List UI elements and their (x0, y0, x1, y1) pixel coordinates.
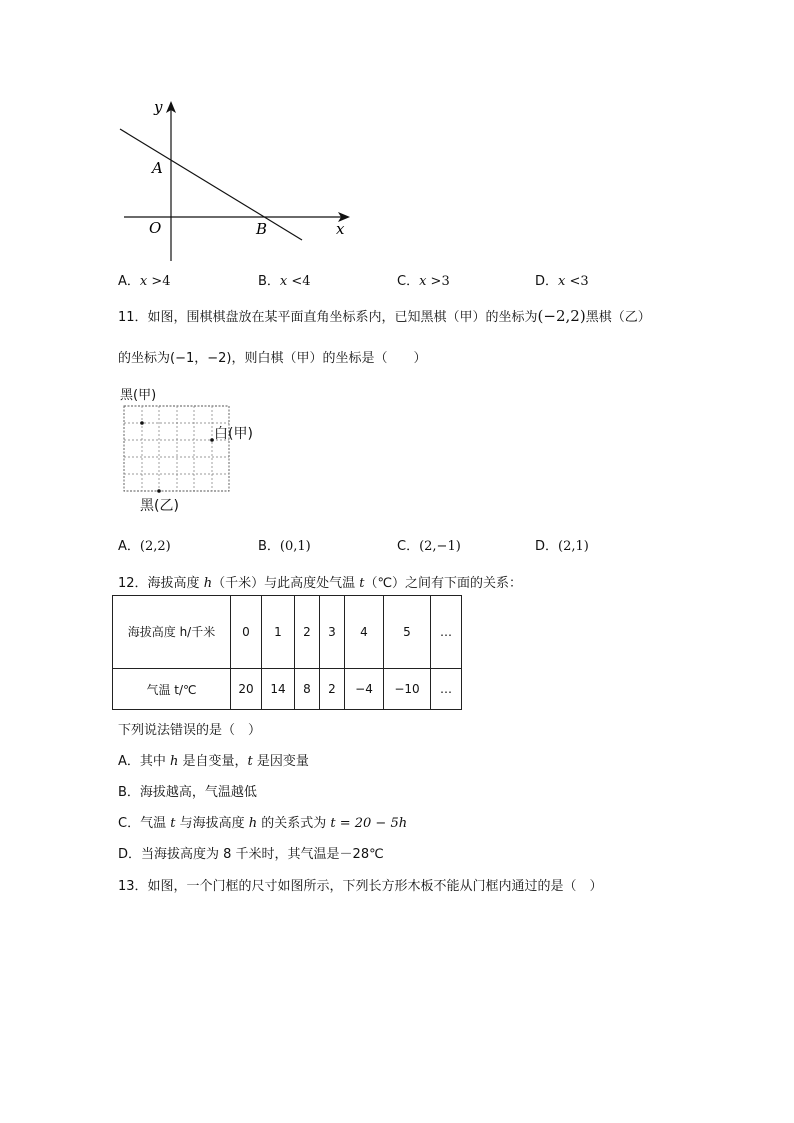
option-c-h: h (248, 816, 258, 831)
option-value: (2,−1) (419, 539, 461, 554)
q11-option-d[interactable] (535, 535, 589, 554)
option-letter: A． (118, 274, 140, 289)
row2-header: 气温 t/℃ (113, 669, 231, 710)
q11-option-b[interactable] (258, 535, 311, 554)
option-a-part3: 是因变量 (252, 754, 309, 769)
table-cell: 1 (262, 596, 295, 669)
option-value: (2,1) (558, 539, 589, 554)
point-b-label: B (256, 220, 268, 238)
q12-question: 下列说法错误的是（ ） (118, 723, 262, 738)
q12-stem-h: h (203, 576, 213, 591)
option-var: x (279, 274, 288, 289)
q10-option-a[interactable] (118, 270, 171, 289)
q12-option-a[interactable] (118, 750, 309, 769)
option-a-t: t (247, 754, 253, 769)
linear-function-graph (110, 95, 360, 265)
q11-stem-suffix: 黑棋（乙） (585, 310, 651, 325)
q10-options (118, 270, 718, 290)
board-label-black-a: 黑(甲) (120, 388, 157, 403)
q11-stem-line1 (118, 306, 651, 325)
option-a-part2: 是自变量， (178, 754, 248, 769)
point-a-label: A (152, 159, 163, 177)
q13-stem: 13．如图，一个门框的尺寸如图所示，下列长方形木板不能从门框内通过的是（ ） (118, 879, 603, 894)
table-row (113, 596, 462, 669)
table-cell: −10 (384, 669, 431, 710)
table-cell: 5 (384, 596, 431, 669)
option-a-part1: A．其中 (118, 754, 171, 769)
table-cell: … (431, 596, 462, 669)
table-cell: 20 (231, 669, 262, 710)
table-cell: … (431, 669, 462, 710)
q12-option-d[interactable]: D．当海拔高度为 8 千米时，其气温是－28℃ (118, 847, 384, 862)
option-var: x (139, 274, 148, 289)
table-cell: 14 (262, 669, 295, 710)
origin-label: O (149, 219, 162, 237)
board-label-black-b: 黑(乙) (140, 498, 179, 514)
option-letter: C． (397, 274, 420, 289)
option-expr: >3 (426, 274, 450, 289)
go-board (122, 404, 234, 496)
board-label-white-a: 白(甲) (214, 426, 253, 442)
option-letter: A． (118, 539, 140, 554)
option-letter: D． (535, 539, 559, 554)
q10-option-d[interactable] (535, 270, 589, 289)
q12-stem (118, 572, 522, 591)
q10-option-c[interactable] (397, 270, 450, 289)
table-cell: 4 (345, 596, 384, 669)
option-value: (0,1) (279, 539, 311, 554)
row1-header: 海拔高度 h/千米 (113, 596, 231, 669)
option-c-part3: 的关系式为 (257, 816, 331, 831)
option-var: x (558, 274, 566, 289)
q12-stem-part2: （千米）与此高度处气温 (212, 576, 360, 591)
altitude-temperature-table (112, 595, 462, 710)
table-cell: 3 (320, 596, 345, 669)
q12-option-b[interactable]: B．海拔越高，气温越低 (118, 785, 257, 800)
q11-black-a-coord: (−2,2) (537, 307, 586, 325)
option-a-h: h (170, 754, 179, 769)
option-var: x (419, 274, 427, 289)
board-frame (124, 406, 229, 491)
q11-option-c[interactable] (397, 535, 461, 554)
graph-line (120, 129, 302, 240)
q12-stem-t: t (359, 576, 365, 591)
option-expr: >4 (147, 274, 171, 289)
q11-stem-line2: 的坐标为(−1，−2)，则白棋（甲）的坐标是（ ） (118, 351, 427, 366)
table-cell: 2 (320, 669, 345, 710)
option-expr: <3 (565, 274, 589, 289)
table-cell: 0 (231, 596, 262, 669)
q11-options (118, 535, 718, 555)
table-cell: 8 (295, 669, 320, 710)
option-letter: B． (258, 274, 280, 289)
option-expr: <4 (287, 274, 311, 289)
option-value: (2,2) (139, 539, 171, 554)
option-c-t: t (170, 816, 176, 831)
option-letter: C． (397, 539, 420, 554)
x-axis-label: x (336, 220, 345, 238)
q10-option-b[interactable] (258, 270, 311, 289)
option-c-part2: 与海拔高度 (175, 816, 249, 831)
y-axis-label: y (154, 98, 163, 116)
table-row (113, 669, 462, 710)
q11-stem-prefix: 11．如图，围棋棋盘放在某平面直角坐标系内，已知黑棋（甲）的坐标为 (118, 310, 538, 325)
option-c-formula: t = 20 − 5h (330, 816, 408, 831)
black-stone-a (140, 421, 144, 425)
option-letter: D． (535, 274, 559, 289)
option-letter: B． (258, 539, 280, 554)
q11-option-a[interactable] (118, 535, 171, 554)
table-cell: 2 (295, 596, 320, 669)
board-grid (124, 406, 229, 491)
option-c-part1: C．气温 (118, 816, 171, 831)
q12-stem-part3: （℃）之间有下面的关系： (364, 576, 523, 591)
table-cell: −4 (345, 669, 384, 710)
black-stone-b (157, 489, 161, 493)
q12-option-c[interactable] (118, 812, 407, 831)
q12-stem-part1: 12．海拔高度 (118, 576, 204, 591)
